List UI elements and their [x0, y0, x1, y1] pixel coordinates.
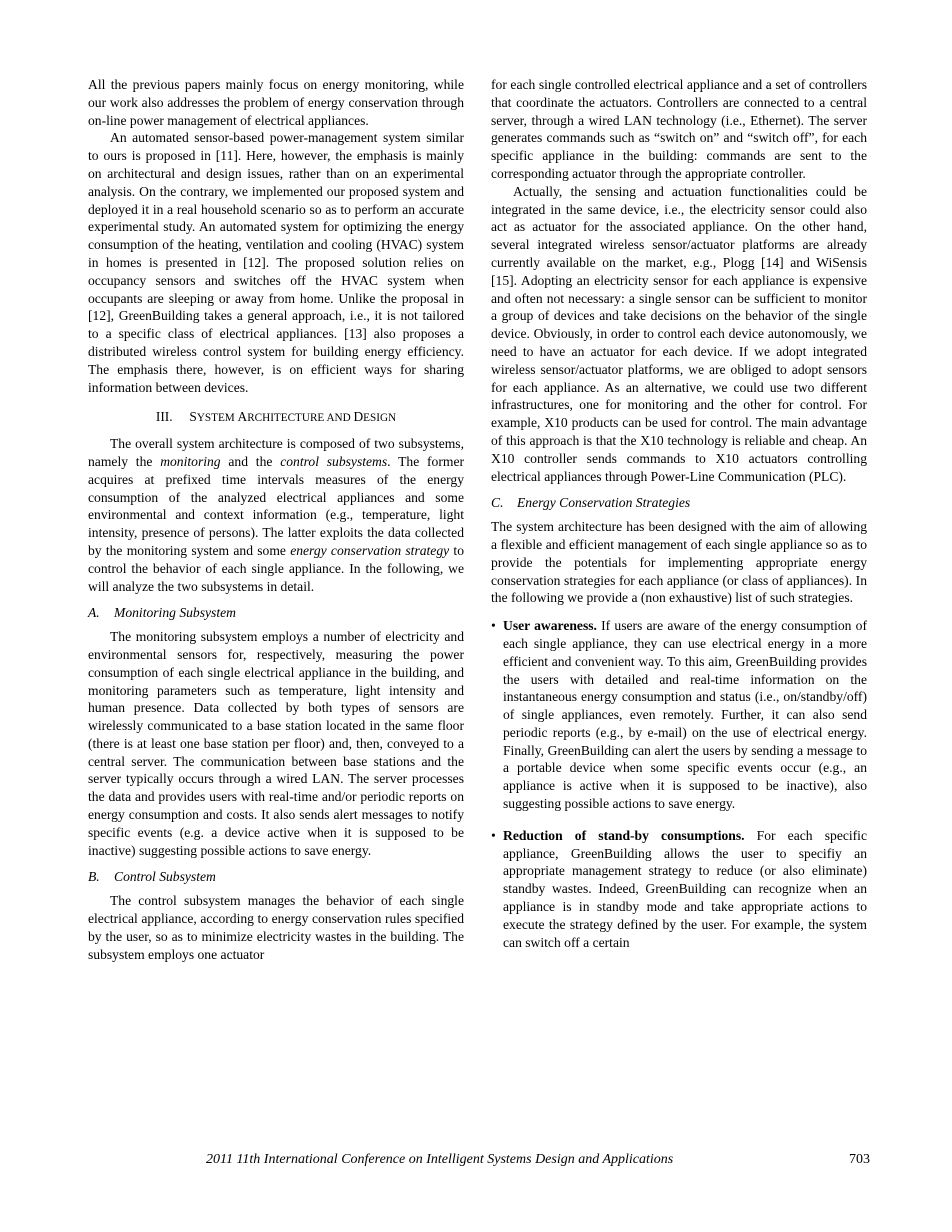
conference-name: 2011 11th International Conference on Intelligent Systems Design and Applications [206, 1152, 674, 1167]
bullet-icon: • [491, 618, 496, 634]
list-item [491, 617, 867, 813]
list-item [491, 827, 867, 952]
paragraph: The control subsystem manages the behavior of each single electrical appliance, according to energy conservation rules specified by the user, so as to minimize electricity wastes in the building. The subsystem employs one actuator [88, 893, 464, 962]
list-item-text: For each specific appliance, GreenBuilding allows the user to specifiy an appropriate management strategy to reduce (or also eliminate) standby wastes. Indeed, GreenBuilding can recognize when an appliance is in standby mode and take appropriate actions to execute the strategy defined by the user. For example, the system can switch off a certain [503, 827, 867, 950]
list-item-title: User awareness. [503, 618, 597, 634]
subsection-label: C. [491, 495, 504, 511]
paragraph: All the previous papers mainly focus on energy monitoring, while our work also addresses the problem of energy conservation through on-line power management of electrical appliances. [88, 77, 464, 128]
subsection-heading [88, 604, 464, 622]
subsection-title: Monitoring Subsystem [114, 605, 236, 621]
subsection-title: Energy Conservation Strategies [517, 495, 691, 511]
subsection-title: Control Subsystem [114, 869, 216, 885]
paragraph: for each single controlled electrical appliance and a set of controllers that coordinate the actuators. Controllers are connected to a central server, through a wired LAN technology (i.e., Ethernet). The server generates commands such as “switch on” and “switch off”, for each specific appliance in the building: commands are sent to the corresponding actuator through the appropriate controller. [491, 77, 867, 181]
paragraph: The overall system architecture is composed of two subsystems, namely the monitoring and the control subsystems. The former acquires at prefixed time intervals measures of the energy consumption of the analyzed electrical appliances and some environmental and context information (e.g., temperature, light intensity, presence of persons). The latter exploits the data collected by the monitoring system and some energy conservation strategy to control the behavior of each single appliance. In the following, we will analyze the two subsystems in detail. [88, 436, 465, 594]
left-column [88, 76, 464, 963]
bullet-icon: • [491, 827, 496, 843]
section-number: III. [155, 409, 173, 425]
paragraph: Actually, the sensing and actuation functionalities could be integrated in the same device, i.e., the electricity sensor could also act as actuator for the associated appliance. On the other hand, several integrated wireless sensor/actuator platforms are already currently available on the market, e.g., Plogg [14] and WiSensis [15]. Adopting an electricity sensor for each appliance is expensive and often not necessary: a single sensor can be sufficient to monitor a group of devices and take decisions on the behavior of the single device. Obviously, in order to control each device autonomously, we need to have an actuator for each device. If we adopt integrated wireless sensor/actuator platforms, we are obliged to adopt sensors for each appliance. As an alternative, we could use two different infrastructures, one for monitoring and the other for control. For example, X10 products can be used for control. The main advantage of this approach is that the X10 technology is reliable and cheap. An X10 controller sends commands to X10 actuators controlling electrical appliances through Power-Line Communication (PLC). [491, 183, 867, 484]
subsection-heading [88, 868, 464, 886]
page-footer [88, 1152, 870, 1172]
subsection-label: B. [88, 869, 100, 885]
page-number: 703 [849, 1152, 870, 1167]
subsection-label: A. [88, 605, 100, 621]
list-item-title: Reduction of stand-by consumptions. [503, 827, 745, 843]
right-column [491, 76, 867, 965]
paragraph: The monitoring subsystem employs a number of electricity and environmental sensors for, respectively, measuring the power consumption of each single electrical appliance in the building, and monitoring parameters such as temperature, light intensity and human presence. Data collected by both types of sensors are wirelessly communicated to a base station located in the same floor (there is at least one base station per floor) and, then, conveyed to a central server. The communication between base stations and the server typically occurs through a wired LAN. The server processes the data and provides users with real-time and/or periodic reports on energy consumption and costs. It also sends alert messages to notify specific events (e.g. a device active when it is supposed to be inactive) suggesting possible actions to save energy. [88, 629, 464, 858]
paragraph: An automated sensor-based power-management system similar to ours is proposed in [11]. Here, however, the emphasis is mainly on architectural and design issues, rather than on an experimental analysis. On the contrary, we implemented our proposed system and deployed it in a real household scenario so as to perform an accurate experimental study. An automated system for optimizing the energy consumption of the heating, ventilation and cooling (HVAC) system in homes is presented in [12]. The proposed solution relies on occupancy sensors and switches off the HVAC system when occupants are sleeping or away from home. Unlike the proposal in [12], GreenBuilding takes a general approach, i.e., it is not tailored to a specific class of electrical appliances. [13] also proposes a distributed wireless control system for building energy efficiency. The emphasis there, however, is on efficient ways for sharing information between devices. [88, 130, 464, 395]
paragraph: The system architecture has been designed with the aim of allowing a flexible and efficient management of each single appliance so as to provide the potentials for implementing appropriate energy conservation strategies for each appliance (or class of appliances). In the following we provide a (non exhaustive) list of such strategies. [491, 519, 867, 606]
strategy-list [491, 617, 867, 951]
list-item-text: If users are aware of the energy consumption of each single appliance, they can use electrical energy in a more efficient and convenient way. To this aim, GreenBuilding provides the users with detailed and real-time information on the instantaneous energy consumption and status (i.e., on/standby/off) of single appliances, even remotely. Further, it can also send periodic reports (e.g., by e-mail) on the use of electrical energy. Finally, GreenBuilding can alert the users by sending a message to a portable device when some specific events occur (e.g., an appliance is active when it is supposed to be inactive), also suggesting possible actions to save energy. [503, 618, 867, 812]
section-title: SYSTEM ARCHITECTURE AND DESIGN [189, 409, 397, 425]
subsection-heading [491, 494, 867, 512]
section-heading [88, 408, 464, 428]
